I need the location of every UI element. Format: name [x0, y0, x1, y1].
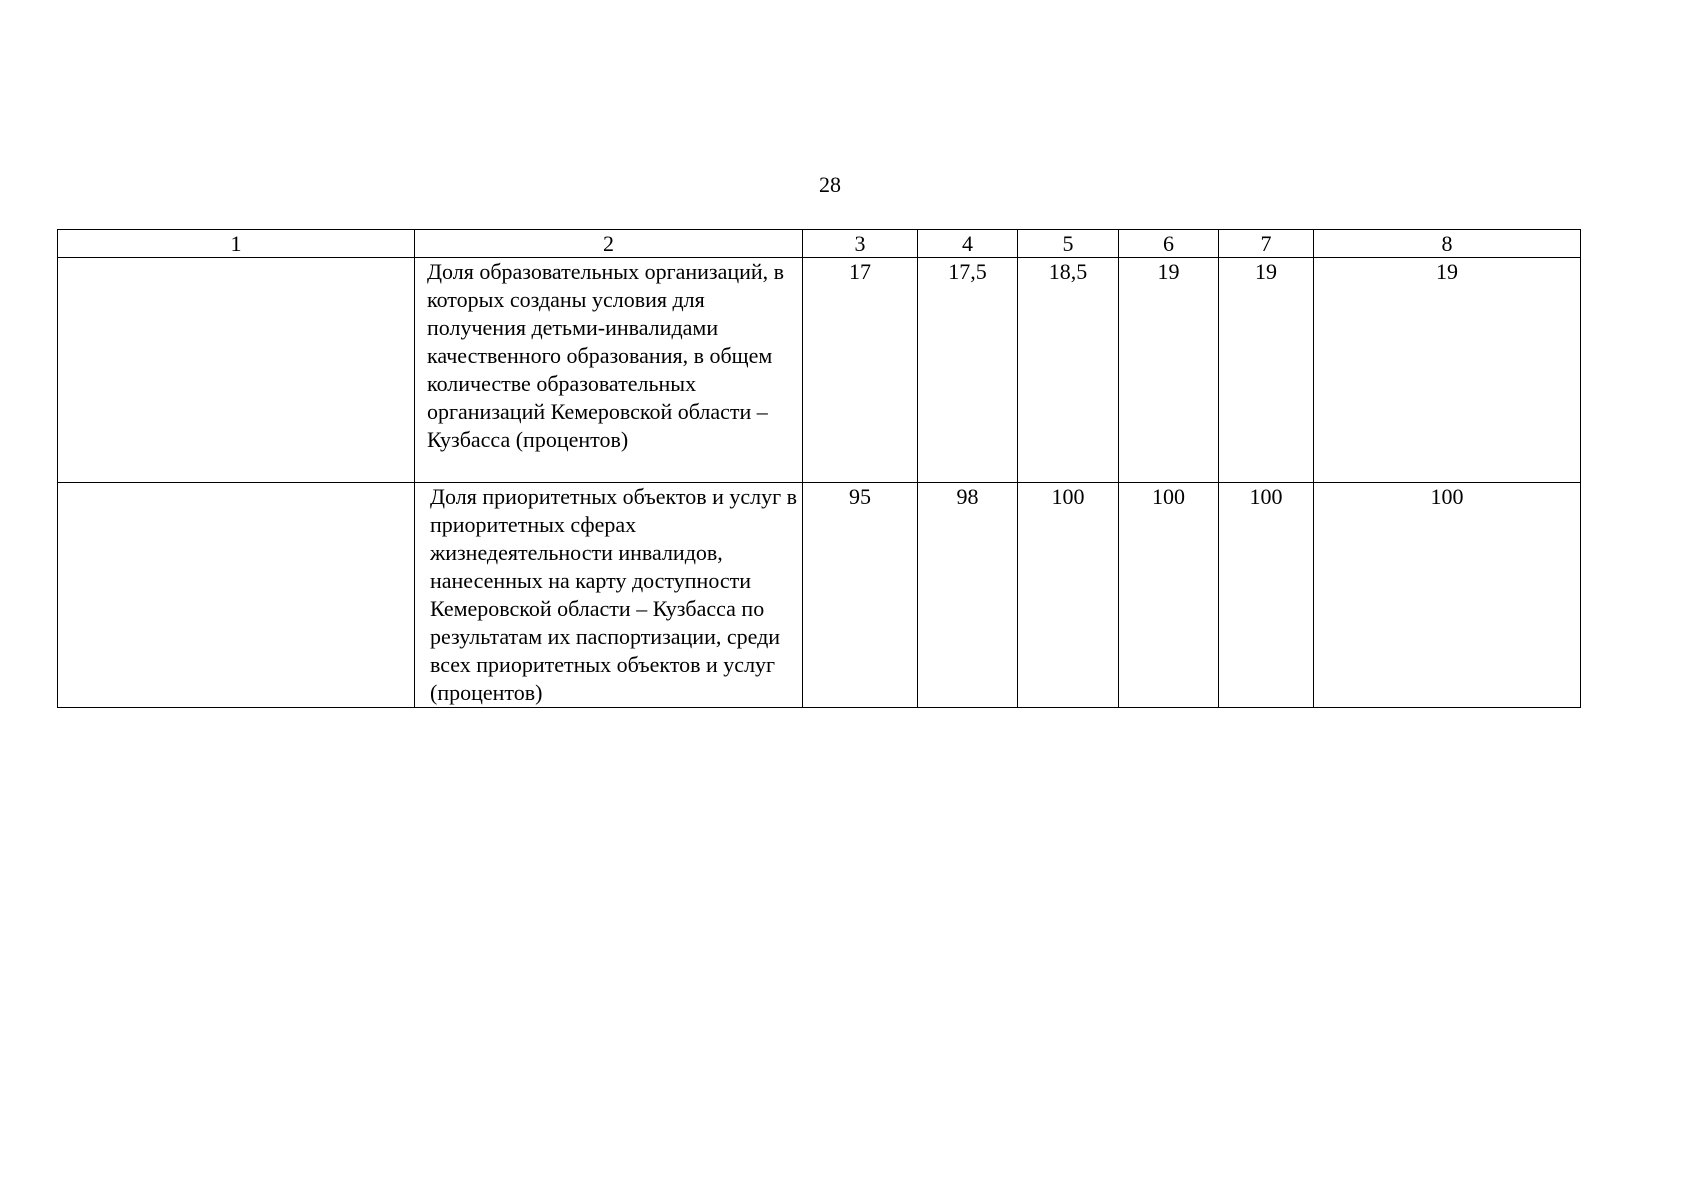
row-1-value-4: 17,5	[918, 258, 1018, 483]
column-header-3: 3	[803, 230, 918, 258]
row-1-description: Доля образовательных организаций, в которых созданы условия для получения детьми-инвалидами качественного образования, в общем количестве образовательных организаций Кемеровской области – Кузбасса (процентов)	[415, 258, 803, 483]
column-header-2: 2	[415, 230, 803, 258]
row-2-value-5: 100	[1018, 483, 1119, 708]
indicators-table	[57, 229, 1581, 708]
column-header-6: 6	[1119, 230, 1219, 258]
column-header-1: 1	[58, 230, 415, 258]
row-2-value-6: 100	[1119, 483, 1219, 708]
column-header-4: 4	[918, 230, 1018, 258]
row-1-value-6: 19	[1119, 258, 1219, 483]
column-header-8: 8	[1314, 230, 1581, 258]
column-header-5: 5	[1018, 230, 1119, 258]
column-header-7: 7	[1219, 230, 1314, 258]
row-2-value-3: 95	[803, 483, 918, 708]
table-row	[58, 258, 1581, 483]
row-2-description: Доля приоритетных объектов и услуг в приоритетных сферах жизнедеятельности инвалидов, нанесенных на карту доступности Кемеровской области – Кузбасса по результатам их паспортизации, среди всех приоритетных объектов и услуг (процентов)	[415, 483, 803, 708]
row-2-col-1	[58, 483, 415, 708]
row-2-value-7: 100	[1219, 483, 1314, 708]
row-1-value-8: 19	[1314, 258, 1581, 483]
table-row	[58, 483, 1581, 708]
row-1-value-5: 18,5	[1018, 258, 1119, 483]
row-1-value-3: 17	[803, 258, 918, 483]
page-number: 28	[819, 172, 841, 197]
row-2-value-8: 100	[1314, 483, 1581, 708]
row-1-col-1	[58, 258, 415, 483]
row-2-value-4: 98	[918, 483, 1018, 708]
row-1-value-7: 19	[1219, 258, 1314, 483]
header-row	[58, 230, 1581, 258]
